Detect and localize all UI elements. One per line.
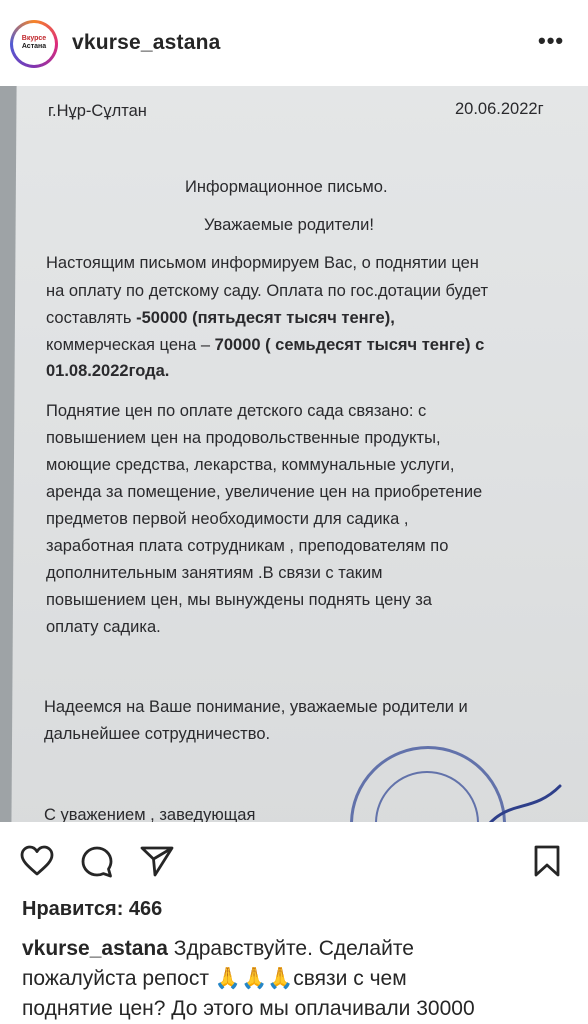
pray-emoji: 🙏🙏🙏	[214, 967, 294, 990]
letter-line: повышением цен, мы вынуждены поднять цену за	[46, 591, 432, 609]
caption-username[interactable]: vkurse_astana	[22, 937, 168, 960]
heart-outline-icon[interactable]	[20, 845, 54, 877]
caption-text: пожалуйста репост	[22, 967, 215, 990]
signature	[330, 776, 570, 822]
caption-text: Здравствуйте. Сделайте	[167, 937, 414, 960]
letter-line: моющие средства, лекарства, коммунальные услуги,	[46, 456, 455, 474]
comment-bubble-icon[interactable]	[80, 845, 114, 879]
letter-line: повышением цен на продовольственные продукты,	[46, 429, 441, 447]
letter-greeting: Уважаемые родители!	[204, 216, 374, 234]
letter-line: аренда за помещение, увеличение цен на приобретение	[46, 483, 483, 501]
paper-plane-icon[interactable]	[140, 845, 174, 877]
letter-line: Надеемся на Ваше понимание, уважаемые родители и	[44, 698, 468, 716]
action-bar	[0, 822, 588, 892]
letter-closing: С уважением , заведующая	[44, 806, 256, 822]
avatar[interactable]	[10, 20, 58, 68]
letter-date: 20.06.2022г	[455, 100, 544, 118]
letter-line: оплату садика.	[46, 618, 161, 636]
letter-line: дальнейшее сотрудничество.	[44, 725, 271, 743]
letter-line: Поднятие цен по оплате детского сада связано: с	[46, 402, 427, 420]
letter-city: г.Нұр-Сұлтан	[48, 102, 147, 120]
likes-count[interactable]: Нравится: 466	[22, 898, 163, 920]
post-header	[0, 0, 588, 86]
bookmark-icon[interactable]	[532, 844, 562, 878]
letter-line: составлять -50000 (пятьдесят тысяч тенге),	[46, 309, 395, 327]
letter-content	[0, 86, 588, 822]
post-photo[interactable]	[0, 86, 588, 822]
letter-line: коммерческая цена – 70000 ( семьдесят тысяч тенге) с	[46, 336, 485, 354]
avatar-logo-bottom: Астана	[21, 43, 47, 50]
post-username[interactable]: vkurse_astana	[72, 31, 221, 54]
letter-line: дополнительным занятиям .В связи с таким	[46, 564, 383, 582]
letter-line: предметов первой необходимости для садика ,	[46, 510, 409, 528]
avatar-logo-top: Вкурсе	[21, 35, 47, 42]
letter-line: Настоящим письмом информируем Вас, о поднятии цен	[46, 254, 479, 272]
letter-title: Информационное письмо.	[185, 178, 388, 196]
letter-line: на оплату по детскому саду. Оплата по гос.дотации будет	[46, 282, 489, 300]
more-options-icon[interactable]: •••	[538, 28, 565, 53]
letter-line: заработная плата сотрудникам , преподователям по	[46, 537, 449, 555]
caption-text: связи с чем	[293, 967, 407, 990]
letter-line: 01.08.2022года.	[46, 362, 170, 380]
caption-text: поднятие цен? До этого мы оплачивали 30000	[22, 997, 475, 1020]
post-caption	[22, 934, 578, 1024]
avatar-image	[13, 23, 55, 65]
